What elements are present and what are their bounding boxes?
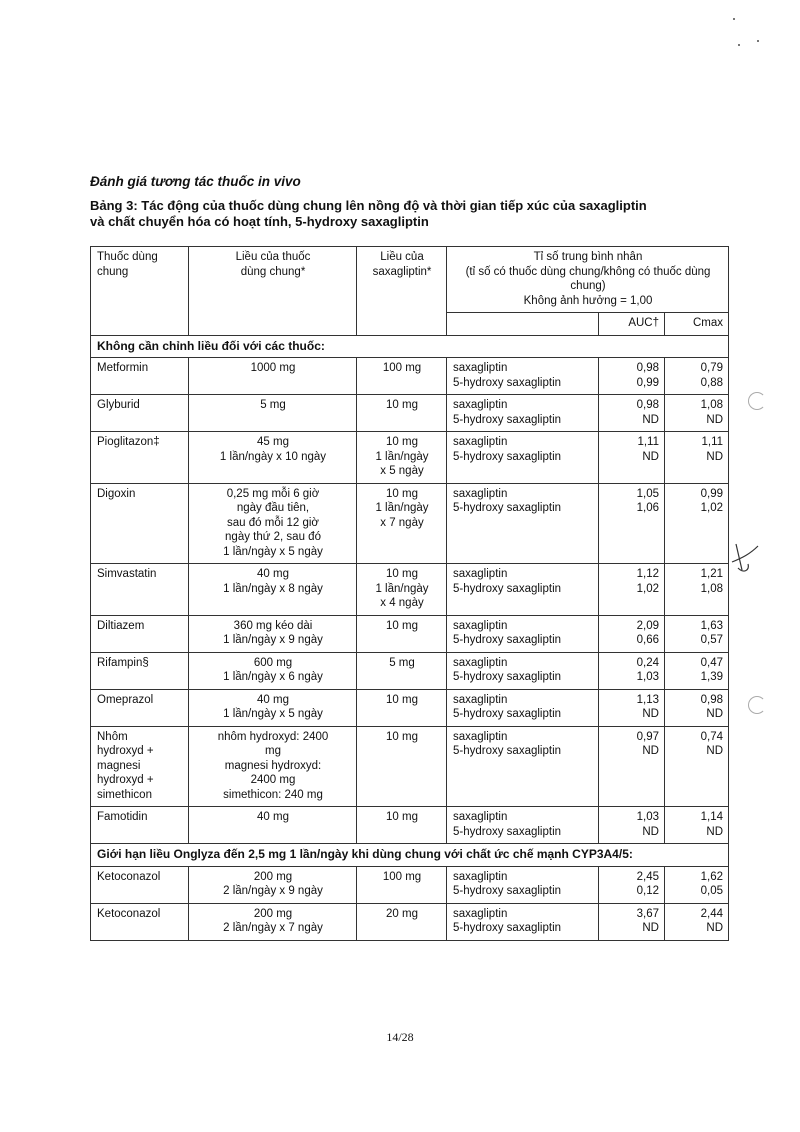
- cmax-cell: [665, 689, 729, 726]
- analyte-line: 5-hydroxy saxagliptin: [453, 413, 562, 426]
- dose-co-line: 1 lần/ngày x 8 ngày: [223, 582, 323, 595]
- analyte-cell: [447, 866, 599, 903]
- dose-co-cell: [189, 483, 357, 564]
- auc-cell: [599, 652, 665, 689]
- auc-line: ND: [642, 922, 659, 934]
- dose-saxa-line: 1 lần/ngày: [375, 502, 429, 514]
- speck-1: [733, 18, 735, 20]
- auc-line: 0,98: [636, 362, 659, 374]
- auc-cell: [599, 689, 665, 726]
- drug-cell: [91, 395, 189, 432]
- dose-saxa-cell: [357, 689, 447, 726]
- cmax-line: ND: [706, 922, 724, 934]
- dose-co-cell: [189, 615, 357, 652]
- table-row: [91, 652, 729, 689]
- hole-punch-mark-2: [748, 696, 766, 714]
- cmax-line: 1,08: [700, 399, 724, 411]
- group-no-adjust: Không cần chỉnh liều đối với các thuốc:: [91, 335, 729, 358]
- dose-co-line: 1000 mg: [250, 362, 296, 374]
- dose-co-line: nhôm hydroxyd: 2400: [217, 730, 329, 743]
- cmax-line: 2,44: [700, 907, 724, 920]
- analyte-cell: [447, 726, 599, 807]
- dose-saxa-cell: [357, 615, 447, 652]
- drug-cell: [91, 866, 189, 903]
- drug-line: Nhôm: [97, 730, 128, 743]
- drug-line: hydroxyd +: [97, 745, 154, 757]
- speck-3: [757, 40, 759, 42]
- auc-cell: [599, 615, 665, 652]
- dose-saxa-line: 5 mg: [389, 656, 415, 669]
- dose-saxa-line: x 7 ngày: [380, 516, 424, 529]
- drug-line: Omeprazol: [97, 693, 154, 706]
- auc-line: 0,99: [636, 376, 659, 389]
- auc-line: ND: [642, 450, 659, 463]
- auc-cell: [599, 432, 665, 484]
- auc-line: 2,09: [636, 619, 659, 632]
- analyte-line: saxagliptin: [453, 907, 508, 920]
- analyte-cell: [447, 358, 599, 395]
- dose-co-line: 600 mg: [253, 656, 293, 669]
- cmax-line: 1,11: [701, 436, 724, 448]
- analyte-cell: [447, 615, 599, 652]
- analyte-line: saxagliptin: [453, 730, 508, 743]
- table-row: [91, 615, 729, 652]
- interaction-table: [90, 246, 729, 941]
- cmax-line: ND: [706, 825, 724, 838]
- dose-co-line: 1 lần/ngày x 6 ngày: [223, 671, 323, 683]
- signature-mark: [728, 540, 764, 580]
- cmax-line: ND: [706, 413, 724, 426]
- auc-line: 0,98: [636, 399, 659, 411]
- auc-line: 1,11: [637, 436, 659, 448]
- cmax-cell: [665, 432, 729, 484]
- drug-cell: [91, 358, 189, 395]
- cmax-cell: [665, 903, 729, 940]
- dose-co-cell: [189, 358, 357, 395]
- drug-line: hydroxyd +: [97, 774, 154, 786]
- analyte-line: saxagliptin: [453, 568, 508, 580]
- analyte-line: 5-hydroxy saxagliptin: [453, 825, 562, 838]
- dose-saxa-cell: [357, 903, 447, 940]
- header-analyte-blank: [447, 313, 599, 336]
- dose-co-line: 45 mg: [257, 436, 289, 448]
- cmax-line: 0,05: [700, 885, 724, 897]
- analyte-line: saxagliptin: [453, 870, 508, 883]
- cmax-line: 1,39: [700, 671, 724, 683]
- drug-line: Metformin: [97, 362, 149, 374]
- dose-saxa-cell: [357, 483, 447, 564]
- dose-co-cell: [189, 652, 357, 689]
- table-body: [91, 247, 729, 941]
- analyte-line: saxagliptin: [453, 811, 508, 823]
- dose-co-line: ngày đầu tiên,: [236, 502, 310, 514]
- table-row: [91, 726, 729, 807]
- dose-co-cell: [189, 689, 357, 726]
- analyte-cell: [447, 395, 599, 432]
- cmax-cell: [665, 395, 729, 432]
- table-caption: [90, 198, 740, 230]
- page-number: 14/28: [386, 1030, 414, 1044]
- cmax-line: 0,99: [700, 487, 724, 500]
- dose-saxa-line: x 5 ngày: [380, 465, 424, 477]
- dose-saxa-cell: [357, 866, 447, 903]
- dose-co-cell: [189, 726, 357, 807]
- cmax-line: 0,57: [700, 634, 724, 646]
- cmax-cell: [665, 807, 729, 844]
- analyte-line: 5-hydroxy saxagliptin: [453, 922, 562, 934]
- dose-saxa-line: 10 mg: [386, 436, 418, 448]
- analyte-line: saxagliptin: [453, 399, 508, 411]
- cmax-line: 1,21: [700, 568, 724, 580]
- dose-co-cell: [189, 432, 357, 484]
- drug-cell: [91, 689, 189, 726]
- analyte-line: saxagliptin: [453, 487, 508, 500]
- auc-line: 3,67: [636, 907, 659, 920]
- dose-co-line: 5 mg: [260, 399, 286, 411]
- auc-line: 1,05: [636, 487, 659, 500]
- dose-co-line: 1 lần/ngày x 9 ngày: [223, 634, 323, 646]
- dose-saxa-line: 10 mg: [386, 730, 418, 743]
- analyte-line: 5-hydroxy saxagliptin: [453, 745, 562, 757]
- dose-co-cell: [189, 395, 357, 432]
- dose-co-line: 2 lần/ngày x 9 ngày: [223, 885, 323, 897]
- auc-line: 1,06: [636, 502, 659, 514]
- header-dose-co-l1: Liều của thuốc: [235, 251, 311, 263]
- caption-line-2: và chất chuyển hóa có hoạt tính, 5-hydroxy saxagliptin: [90, 214, 429, 229]
- header-row: [91, 247, 729, 313]
- header-drug-l2: chung: [97, 265, 129, 278]
- header-drug-l1: Thuốc dùng: [97, 251, 158, 263]
- dose-co-line: 0,25 mg mỗi 6 giờ: [226, 487, 320, 500]
- cmax-line: 0,47: [700, 656, 724, 669]
- dose-saxa-cell: [357, 358, 447, 395]
- dose-saxa-line: 10 mg: [386, 399, 418, 411]
- auc-line: 1,03: [636, 671, 659, 683]
- dose-co-line: 1 lần/ngày x 5 ngày: [223, 545, 323, 558]
- header-ratio: [447, 247, 729, 313]
- dose-co-cell: [189, 866, 357, 903]
- auc-cell: [599, 726, 665, 807]
- header-ratio-l2: (tỉ số có thuốc dùng chung/không có thuốc dùng chung): [465, 265, 711, 292]
- analyte-line: 5-hydroxy saxagliptin: [453, 502, 562, 514]
- dose-co-line: 1 lần/ngày x 10 ngày: [219, 450, 327, 463]
- dose-saxa-cell: [357, 726, 447, 807]
- dose-co-line: 40 mg: [257, 568, 289, 580]
- cmax-line: 1,08: [700, 582, 724, 595]
- auc-line: 0,12: [636, 885, 659, 897]
- analyte-line: 5-hydroxy saxagliptin: [453, 376, 562, 389]
- drug-line: simethicon: [97, 788, 152, 801]
- analyte-line: 5-hydroxy saxagliptin: [453, 671, 562, 683]
- drug-line: Rifampin§: [97, 656, 149, 669]
- analyte-cell: [447, 483, 599, 564]
- dose-saxa-cell: [357, 807, 447, 844]
- dose-saxa-line: 10 mg: [386, 619, 418, 632]
- auc-line: ND: [642, 825, 659, 838]
- cmax-line: 0,74: [700, 730, 724, 743]
- dose-co-cell: [189, 564, 357, 616]
- analyte-cell: [447, 564, 599, 616]
- dose-co-line: 40 mg: [257, 693, 289, 706]
- dose-saxa-line: 10 mg: [386, 693, 418, 706]
- analyte-cell: [447, 903, 599, 940]
- drug-line: Digoxin: [97, 487, 136, 500]
- analyte-line: saxagliptin: [453, 693, 508, 706]
- dose-co-line: 2400 mg: [250, 774, 296, 786]
- cmax-line: 1,02: [700, 502, 724, 514]
- analyte-line: 5-hydroxy saxagliptin: [453, 450, 562, 463]
- group-limit-dose: Giới hạn liều Onglyza đến 2,5 mg 1 lần/ngày khi dùng chung với chất ức chế mạnh CYP3A4/5:: [91, 844, 729, 867]
- drug-cell: [91, 432, 189, 484]
- drug-line: Ketoconazol: [97, 870, 161, 883]
- auc-cell: [599, 483, 665, 564]
- table-row: [91, 564, 729, 616]
- drug-cell: [91, 652, 189, 689]
- auc-line: 0,97: [636, 730, 659, 743]
- auc-cell: [599, 807, 665, 844]
- dose-saxa-line: 100 mg: [382, 362, 422, 374]
- group-row-no-adjust: [91, 335, 729, 358]
- dose-saxa-cell: [357, 652, 447, 689]
- analyte-line: saxagliptin: [453, 656, 508, 669]
- dose-co-line: magnesi hydroxyd:: [224, 759, 322, 772]
- dose-saxa-line: 1 lần/ngày: [375, 582, 429, 595]
- dose-co-line: 200 mg: [253, 907, 293, 920]
- analyte-line: saxagliptin: [453, 436, 508, 448]
- dose-saxa-line: 100 mg: [382, 870, 422, 883]
- dose-co-line: 2 lần/ngày x 7 ngày: [223, 922, 323, 934]
- group-row-limit: [91, 844, 729, 867]
- auc-line: 1,03: [636, 811, 659, 823]
- hole-punch-mark-1: [748, 392, 766, 410]
- cmax-cell: [665, 615, 729, 652]
- dose-saxa-cell: [357, 395, 447, 432]
- section-heading: Đánh giá tương tác thuốc in vivo: [90, 174, 301, 189]
- analyte-line: saxagliptin: [453, 619, 508, 632]
- dose-saxa-line: x 4 ngày: [380, 597, 424, 609]
- header-dose-co-l2: dùng chung*: [240, 265, 306, 278]
- table-row: [91, 358, 729, 395]
- header-drug: [91, 247, 189, 336]
- auc-cell: [599, 358, 665, 395]
- auc-cell: [599, 564, 665, 616]
- auc-line: ND: [642, 708, 659, 720]
- dose-saxa-line: 1 lần/ngày: [375, 450, 429, 463]
- table-row: [91, 432, 729, 484]
- drug-line: Glyburid: [97, 399, 140, 411]
- drug-line: Diltiazem: [97, 619, 145, 632]
- dose-co-cell: [189, 807, 357, 844]
- table-row: [91, 689, 729, 726]
- table-row: [91, 483, 729, 564]
- auc-line: ND: [642, 745, 659, 757]
- dose-saxa-line: 10 mg: [386, 811, 418, 823]
- analyte-line: 5-hydroxy saxagliptin: [453, 708, 562, 720]
- table-row: [91, 807, 729, 844]
- dose-co-line: sau đó mỗi 12 giờ: [227, 516, 319, 529]
- drug-cell: [91, 564, 189, 616]
- cmax-cell: [665, 483, 729, 564]
- cmax-cell: [665, 358, 729, 395]
- cmax-line: 1,14: [700, 811, 724, 823]
- cmax-line: 0,79: [700, 362, 724, 374]
- speck-2: [738, 44, 740, 46]
- caption-line-1: Bảng 3: Tác động của thuốc dùng chung lên nồng độ và thời gian tiếp xúc của saxagliptin: [90, 198, 647, 213]
- drug-line: magnesi: [97, 759, 141, 772]
- cmax-line: 1,63: [700, 619, 724, 632]
- auc-line: 0,24: [636, 656, 659, 669]
- cmax-cell: [665, 652, 729, 689]
- auc-line: 2,45: [636, 870, 659, 883]
- analyte-cell: [447, 432, 599, 484]
- auc-line: 1,13: [636, 693, 659, 706]
- dose-co-line: 40 mg: [257, 811, 289, 823]
- analyte-cell: [447, 689, 599, 726]
- dose-co-line: simethicon: 240 mg: [223, 788, 323, 801]
- drug-cell: [91, 726, 189, 807]
- dose-saxa-cell: [357, 432, 447, 484]
- dose-co-line: ngày thứ 2, sau đó: [225, 531, 321, 543]
- cmax-cell: [665, 726, 729, 807]
- header-ratio-l1: Tỉ số trung bình nhân: [533, 251, 643, 263]
- dose-co-line: 200 mg: [253, 870, 293, 883]
- dose-co-cell: [189, 903, 357, 940]
- header-auc: AUC†: [599, 313, 665, 336]
- drug-cell: [91, 903, 189, 940]
- dose-saxa-line: 10 mg: [386, 487, 418, 500]
- cmax-cell: [665, 564, 729, 616]
- analyte-line: 5-hydroxy saxagliptin: [453, 634, 562, 646]
- header-dose-saxa-l2: saxagliptin*: [372, 265, 432, 278]
- cmax-line: 0,98: [700, 693, 724, 706]
- header-cmax: Cmax: [665, 313, 729, 336]
- drug-line: Famotidin: [97, 811, 148, 823]
- auc-line: ND: [642, 413, 659, 426]
- dose-co-line: 360 mg kéo dài: [233, 619, 313, 632]
- auc-line: 0,66: [636, 634, 659, 646]
- analyte-line: 5-hydroxy saxagliptin: [453, 582, 562, 595]
- drug-line: Simvastatin: [97, 568, 157, 580]
- cmax-line: ND: [706, 745, 724, 757]
- drug-cell: [91, 483, 189, 564]
- drug-line: Ketoconazol: [97, 907, 161, 920]
- table-row: [91, 903, 729, 940]
- table-row: [91, 866, 729, 903]
- dose-saxa-line: 20 mg: [386, 907, 418, 920]
- analyte-line: 5-hydroxy saxagliptin: [453, 885, 562, 897]
- auc-cell: [599, 866, 665, 903]
- table-row: [91, 395, 729, 432]
- drug-line: Pioglitazon‡: [97, 436, 160, 448]
- cmax-line: ND: [706, 450, 724, 463]
- cmax-line: 0,88: [700, 376, 724, 389]
- cmax-line: ND: [706, 708, 724, 720]
- header-dose-saxa: [357, 247, 447, 336]
- header-ratio-l3: Không ảnh hưởng = 1,00: [523, 294, 653, 307]
- auc-line: 1,02: [636, 582, 659, 595]
- cmax-line: 1,62: [700, 870, 724, 883]
- dose-co-line: 1 lần/ngày x 5 ngày: [223, 708, 323, 720]
- dose-co-line: mg: [265, 745, 281, 757]
- drug-cell: [91, 615, 189, 652]
- analyte-cell: [447, 652, 599, 689]
- header-dose-saxa-l1: Liều của: [380, 251, 424, 263]
- auc-line: 1,12: [636, 568, 659, 580]
- drug-cell: [91, 807, 189, 844]
- header-dose-co: [189, 247, 357, 336]
- analyte-line: saxagliptin: [453, 362, 508, 374]
- dose-saxa-line: 10 mg: [386, 568, 418, 580]
- analyte-cell: [447, 807, 599, 844]
- cmax-cell: [665, 866, 729, 903]
- auc-cell: [599, 395, 665, 432]
- dose-saxa-cell: [357, 564, 447, 616]
- auc-cell: [599, 903, 665, 940]
